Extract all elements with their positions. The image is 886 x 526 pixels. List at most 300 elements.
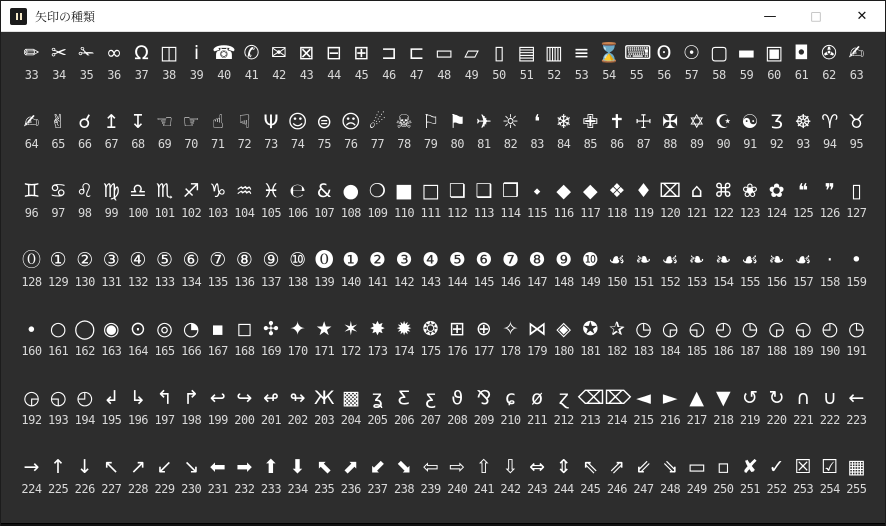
glyph-cell-156: [764, 247, 789, 289]
glyph-cell-115: [525, 178, 550, 220]
wingdings-glyph: ✹: [396, 318, 412, 340]
wingdings-glyph: ◷: [635, 318, 652, 340]
glyph-code: 145: [473, 275, 494, 289]
glyph-cell-55: [624, 40, 652, 82]
glyph-code: 208: [447, 413, 468, 427]
wingdings-glyph: ⅋: [476, 387, 492, 409]
glyph-cell-75: [312, 109, 337, 151]
glyph-code: 35: [79, 68, 94, 82]
glyph-cell-116: [551, 178, 576, 220]
wingdings-glyph: ⇔: [529, 456, 546, 478]
glyph-cell-66: [72, 109, 97, 151]
glyph-code: 139: [314, 275, 335, 289]
close-button[interactable]: ✕: [856, 8, 868, 24]
glyph-code: 153: [686, 275, 707, 289]
glyph-cell-217: [684, 385, 709, 427]
glyph-cell-233: [258, 454, 283, 496]
glyph-cell-77: [365, 109, 390, 151]
wingdings-glyph: ◯: [74, 318, 96, 340]
glyph-cell-202: [285, 385, 310, 427]
glyph-code: 161: [48, 344, 69, 358]
glyph-cell-119: [631, 178, 656, 220]
glyph-code: 184: [660, 344, 681, 358]
glyph-code: 246: [606, 482, 627, 496]
wingdings-glyph: ♎: [129, 180, 147, 202]
glyph-cell-170: [285, 316, 310, 358]
wingdings-glyph: ☸: [794, 111, 812, 133]
glyph-code: 168: [234, 344, 255, 358]
wingdings-glyph: ☙: [661, 249, 679, 271]
wingdings-glyph: Ƹ: [397, 387, 411, 409]
wingdings-glyph: ⌫: [577, 387, 605, 409]
wingdings-glyph: ∩: [796, 387, 811, 409]
glyph-code: 242: [500, 482, 521, 496]
glyph-code: 81: [477, 137, 491, 151]
glyph-code: 250: [713, 482, 734, 496]
wingdings-glyph: ʘ: [656, 42, 672, 64]
glyph-code: 51: [519, 68, 534, 82]
glyph-code: 245: [580, 482, 601, 496]
glyph-code: 151: [633, 275, 654, 289]
glyph-cell-49: [459, 40, 484, 82]
wingdings-glyph: □: [421, 180, 440, 202]
glyph-cell-62: [817, 40, 842, 82]
wingdings-glyph: ❿: [581, 249, 599, 271]
glyph-code: 117: [580, 206, 601, 220]
icon-bar: [16, 13, 18, 20]
glyph-code: 130: [74, 275, 95, 289]
wingdings-glyph: ⇕: [555, 456, 572, 478]
glyph-code: 243: [526, 482, 548, 496]
wingdings-glyph: ▬: [737, 42, 756, 64]
wingdings-glyph: ③: [102, 249, 120, 271]
glyph-code: 122: [713, 206, 734, 220]
wingdings-glyph: ⋈: [527, 318, 547, 340]
wingdings-glyph: ↖: [103, 456, 120, 478]
glyph-code: 198: [181, 413, 202, 427]
wingdings-glyph: ɕ: [505, 387, 516, 409]
glyph-cell-171: [312, 316, 337, 358]
glyph-code: 170: [287, 344, 308, 358]
wingdings-glyph: ø: [531, 387, 543, 409]
glyph-cell-151: [631, 247, 656, 289]
glyph-code: 143: [420, 275, 441, 289]
wingdings-glyph: ⊏: [408, 42, 425, 64]
wingdings-glyph: ▯: [851, 180, 862, 202]
glyph-cell-143: [418, 247, 443, 289]
glyph-cell-174: [392, 316, 417, 358]
glyph-cell-40: [212, 40, 237, 82]
wingdings-glyph: ▦: [847, 456, 866, 478]
wingdings-glyph: Ω: [134, 42, 149, 64]
wingdings-glyph: ▲: [689, 387, 705, 409]
glyph-cell-172: [338, 316, 363, 358]
wingdings-glyph: ♒: [235, 180, 253, 202]
glyph-code: 224: [21, 482, 42, 496]
glyph-cell-37: [129, 40, 154, 82]
glyph-code: 93: [796, 137, 810, 151]
glyph-cell-140: [338, 247, 363, 289]
wingdings-glyph: ⌧: [659, 180, 682, 202]
wingdings-glyph: ɀ: [558, 387, 569, 409]
glyph-cell-216: [658, 385, 683, 427]
wingdings-glyph: ↲: [103, 387, 120, 409]
glyph-cell-230: [179, 454, 204, 496]
glyph-code: 248: [660, 482, 681, 496]
wingdings-glyph: ⚐: [422, 111, 440, 133]
glyph-code: 228: [127, 482, 149, 496]
glyph-cell-53: [569, 40, 594, 82]
wingdings-glyph: ◴: [76, 387, 94, 409]
glyph-row-4: [13, 247, 875, 316]
glyph-code: 140: [340, 275, 361, 289]
glyph-cell-60: [762, 40, 787, 82]
wingdings-glyph: ✙: [582, 111, 599, 133]
glyph-cell-89: [684, 109, 709, 151]
glyph-code: 34: [52, 68, 66, 82]
glyph-cell-92: [764, 109, 789, 151]
glyph-cell-81: [471, 109, 496, 151]
glyph-cell-157: [791, 247, 816, 289]
glyph-code: 103: [207, 206, 228, 220]
wingdings-glyph: ▱: [464, 42, 479, 64]
glyph-cell-248: [658, 454, 683, 496]
glyph-code: 155: [739, 275, 761, 289]
wingdings-glyph: ▩: [341, 387, 360, 409]
glyph-code: 112: [447, 206, 468, 220]
wingdings-glyph: ↩: [209, 387, 226, 409]
glyph-cell-194: [72, 385, 97, 427]
wingdings-glyph: ✸: [369, 318, 386, 340]
glyph-cell-176: [445, 316, 470, 358]
wingdings-glyph: ✝: [608, 111, 625, 133]
wingdings-glyph: ♐: [182, 180, 200, 202]
glyph-code: 232: [234, 482, 255, 496]
wingdings-glyph: ▫: [716, 456, 730, 478]
glyph-cell-155: [737, 247, 762, 289]
glyph-cell-204: [338, 385, 363, 427]
glyph-cell-152: [658, 247, 683, 289]
glyph-cell-88: [658, 109, 683, 151]
glyph-code: 66: [77, 137, 92, 151]
glyph-cell-173: [365, 316, 390, 358]
wingdings-glyph: ⊙: [129, 318, 146, 340]
glyph-code: 227: [101, 482, 122, 496]
glyph-cell-50: [487, 40, 512, 82]
wingdings-glyph: ❽: [528, 249, 546, 271]
glyph-code: 104: [234, 206, 255, 220]
glyph-code: 125: [793, 206, 814, 220]
glyph-cell-183: [631, 316, 656, 358]
wingdings-glyph: ⇖: [582, 456, 599, 478]
glyph-code: 79: [423, 137, 438, 151]
wingdings-glyph: ∙: [25, 318, 38, 340]
wingdings-glyph: ✧: [502, 318, 519, 340]
wingdings-glyph: ƹ: [425, 387, 437, 409]
wingdings-glyph: ❧: [768, 249, 785, 271]
glyph-code: 200: [234, 413, 255, 427]
glyph-cell-180: [551, 316, 576, 358]
glyph-code: 95: [849, 137, 864, 151]
glyph-cell-163: [99, 316, 124, 358]
glyph-cell-200: [232, 385, 257, 427]
wingdings-glyph: ⇩: [502, 456, 519, 478]
glyph-code: 86: [610, 137, 624, 151]
glyph-code: 179: [526, 344, 548, 358]
wingdings-glyph: ◶: [23, 387, 40, 409]
glyph-code: 148: [553, 275, 574, 289]
glyph-cell-113: [471, 178, 496, 220]
glyph-code: 65: [51, 137, 65, 151]
glyph-cell-51: [514, 40, 539, 82]
glyph-code: 105: [260, 206, 282, 220]
wingdings-glyph: ☌: [78, 111, 92, 133]
glyph-cell-158: [817, 247, 842, 289]
glyph-code: 160: [21, 344, 42, 358]
wingdings-glyph: ♑: [209, 180, 227, 202]
glyph-code: 97: [51, 206, 65, 220]
glyph-cell-105: [258, 178, 283, 220]
wingdings-glyph: ⇦: [422, 456, 439, 478]
wingdings-glyph: ⌨: [624, 42, 652, 64]
wingdings-glyph: ○: [49, 318, 67, 340]
glyph-cell-242: [498, 454, 523, 496]
glyph-cell-213: [578, 385, 603, 427]
glyph-cell-145: [471, 247, 496, 289]
wingdings-glyph: ♦: [634, 180, 653, 202]
glyph-code: 63: [849, 68, 864, 82]
glyph-cell-33: [19, 40, 44, 82]
glyph-cell-178: [498, 316, 523, 358]
glyph-code: 146: [500, 275, 521, 289]
glyph-cell-59: [734, 40, 759, 82]
glyph-cell-45: [349, 40, 374, 82]
glyph-cell-253: [791, 454, 816, 496]
glyph-code: 40: [217, 68, 231, 82]
glyph-code: 213: [580, 413, 601, 427]
wingdings-glyph: ✏: [23, 42, 40, 64]
glyph-code: 226: [74, 482, 95, 496]
wingdings-glyph: ☺: [287, 111, 308, 133]
wingdings-glyph: ⑩: [289, 249, 307, 271]
wingdings-glyph: ⬅: [209, 456, 226, 478]
glyph-cell-190: [817, 316, 842, 358]
glyph-code: 39: [189, 68, 204, 82]
glyph-cell-159: [844, 247, 869, 289]
glyph-cell-96: [19, 178, 44, 220]
glyph-cell-80: [445, 109, 470, 151]
wingdings-glyph: ❏: [448, 180, 466, 202]
glyph-code: 116: [553, 206, 574, 220]
glyph-cell-203: [312, 385, 337, 427]
glyph-code: 210: [500, 413, 521, 427]
glyph-cell-209: [471, 385, 496, 427]
glyph-code: 216: [660, 413, 681, 427]
glyph-code: 229: [154, 482, 175, 496]
glyph-code: 222: [819, 413, 840, 427]
glyph-code: 101: [154, 206, 175, 220]
glyph-code: 45: [354, 68, 369, 82]
glyph-code: 220: [766, 413, 787, 427]
glyph-cell-215: [631, 385, 656, 427]
glyph-code: 180: [553, 344, 574, 358]
wingdings-glyph: ☞: [182, 111, 200, 133]
glyph-row-1: [13, 40, 875, 109]
glyph-code: 196: [127, 413, 149, 427]
wingdings-glyph: ⊠: [298, 42, 315, 64]
wingdings-glyph: ↰: [156, 387, 173, 409]
glyph-cell-246: [604, 454, 629, 496]
glyph-code: 135: [207, 275, 228, 289]
glyph-cell-93: [791, 109, 816, 151]
minimize-button[interactable]: —: [763, 8, 777, 24]
glyph-cell-121: [684, 178, 709, 220]
wingdings-glyph: ☩: [634, 111, 653, 133]
glyph-code: 159: [846, 275, 867, 289]
glyph-code: 244: [553, 482, 574, 496]
glyph-cell-142: [392, 247, 417, 289]
glyph-code: 94: [823, 137, 837, 151]
glyph-cell-205: [365, 385, 390, 427]
wingdings-glyph: ●: [342, 180, 360, 202]
glyph-code: 191: [846, 344, 867, 358]
wingdings-glyph: ✉: [271, 42, 287, 64]
glyph-row-6: [13, 385, 875, 454]
glyph-code: 144: [447, 275, 468, 289]
glyph-code: 121: [686, 206, 707, 220]
wingdings-glyph: ♌: [76, 180, 94, 202]
wingdings-glyph: Ψ: [263, 111, 279, 133]
glyph-cell-249: [684, 454, 709, 496]
glyph-code: 60: [767, 68, 781, 82]
glyph-code: 233: [260, 482, 282, 496]
wingdings-glyph: ✂: [51, 42, 67, 64]
wingdings-glyph: ◵: [794, 318, 812, 340]
glyph-cell-73: [258, 109, 283, 151]
glyph-code: 230: [181, 482, 202, 496]
glyph-cell-109: [365, 178, 390, 220]
glyph-cell-99: [99, 178, 124, 220]
glyph-code: 96: [24, 206, 39, 220]
glyph-cell-56: [652, 40, 677, 82]
glyph-code: 50: [492, 68, 506, 82]
glyph-code: 211: [526, 413, 548, 427]
wingdings-glyph: ◶: [661, 318, 679, 340]
title-bar: [1, 1, 885, 32]
wingdings-glyph: ⬉: [316, 456, 333, 478]
glyph-code: 106: [287, 206, 308, 220]
glyph-code: 177: [473, 344, 494, 358]
glyph-code: 150: [606, 275, 627, 289]
glyph-cell-141: [365, 247, 390, 289]
glyph-code: 77: [370, 137, 385, 151]
glyph-code: 217: [686, 413, 707, 427]
wingdings-glyph: ↳: [129, 387, 146, 409]
wingdings-glyph: ❒: [501, 180, 519, 202]
wingdings-glyph: ►: [662, 387, 678, 409]
wingdings-glyph: ☟: [238, 111, 251, 133]
wingdings-glyph: ♓: [262, 180, 280, 202]
wingdings-glyph: ❛: [534, 111, 541, 133]
wingdings-glyph: ⬩: [533, 180, 541, 202]
glyph-code: 124: [766, 206, 787, 220]
glyph-row-7: [13, 454, 875, 523]
glyph-code: 37: [134, 68, 149, 82]
wingdings-glyph: ❝: [798, 180, 809, 202]
glyph-code: 44: [327, 68, 341, 82]
maximize-button[interactable]: □: [810, 9, 822, 23]
wingdings-glyph: ■: [395, 180, 413, 202]
glyph-code: 169: [260, 344, 282, 358]
glyph-code: 183: [633, 344, 654, 358]
glyph-code: 188: [766, 344, 787, 358]
glyph-code: 253: [793, 482, 814, 496]
glyph-cell-61: [789, 40, 814, 82]
wingdings-glyph: ☎: [212, 42, 236, 64]
glyph-cell-191: [844, 316, 869, 358]
wingdings-glyph: ⊞: [449, 318, 466, 340]
glyph-cell-39: [184, 40, 209, 82]
glyph-cell-129: [46, 247, 71, 289]
glyph-cell-244: [551, 454, 576, 496]
glyph-code: 87: [636, 137, 651, 151]
glyph-cell-70: [179, 109, 204, 151]
glyph-cell-110: [392, 178, 417, 220]
wingdings-glyph: ✍: [848, 42, 865, 64]
glyph-cell-234: [285, 454, 310, 496]
glyph-code: 46: [382, 68, 396, 82]
wingdings-glyph: ⑤: [156, 249, 174, 271]
wingdings-glyph: ∞: [106, 42, 122, 64]
wingdings-glyph: ⊟: [326, 42, 342, 64]
glyph-code: 157: [793, 275, 814, 289]
glyph-cell-185: [684, 316, 709, 358]
wingdings-glyph: ➡: [236, 456, 253, 478]
wingdings-glyph: ④: [129, 249, 147, 271]
wingdings-glyph: ❍: [368, 180, 386, 202]
glyph-cell-52: [542, 40, 567, 82]
glyph-code: 174: [393, 344, 415, 358]
glyph-cell-188: [764, 316, 789, 358]
glyph-cell-147: [525, 247, 550, 289]
glyph-code: 197: [154, 413, 175, 427]
wingdings-glyph: ⬋: [369, 456, 386, 478]
wingdings-glyph: ★: [315, 318, 333, 340]
pause-bars-icon: [10, 8, 27, 25]
glyph-code: 69: [157, 137, 172, 151]
wingdings-glyph: ↬: [289, 387, 306, 409]
glyph-code: 185: [686, 344, 707, 358]
glyph-code: 241: [473, 482, 494, 496]
glyph-code: 152: [660, 275, 681, 289]
glyph-code: 171: [314, 344, 335, 358]
glyph-code: 182: [606, 344, 627, 358]
glyph-code: 109: [367, 206, 388, 220]
wingdings-glyph: ▥: [545, 42, 563, 64]
glyph-cell-243: [525, 454, 550, 496]
glyph-code: 201: [260, 413, 282, 427]
wingdings-glyph: ☹: [340, 111, 361, 133]
wingdings-glyph: ☼: [501, 111, 519, 133]
glyph-code: 238: [393, 482, 415, 496]
glyph-code: 83: [530, 137, 544, 151]
glyph-cell-208: [445, 385, 470, 427]
wingdings-glyph: ⓿: [314, 249, 334, 271]
wingdings-glyph: ♋: [49, 180, 67, 202]
wingdings-glyph: ·: [826, 249, 833, 271]
wingdings-glyph: ☠: [395, 111, 413, 133]
glyph-code: 193: [48, 413, 69, 427]
